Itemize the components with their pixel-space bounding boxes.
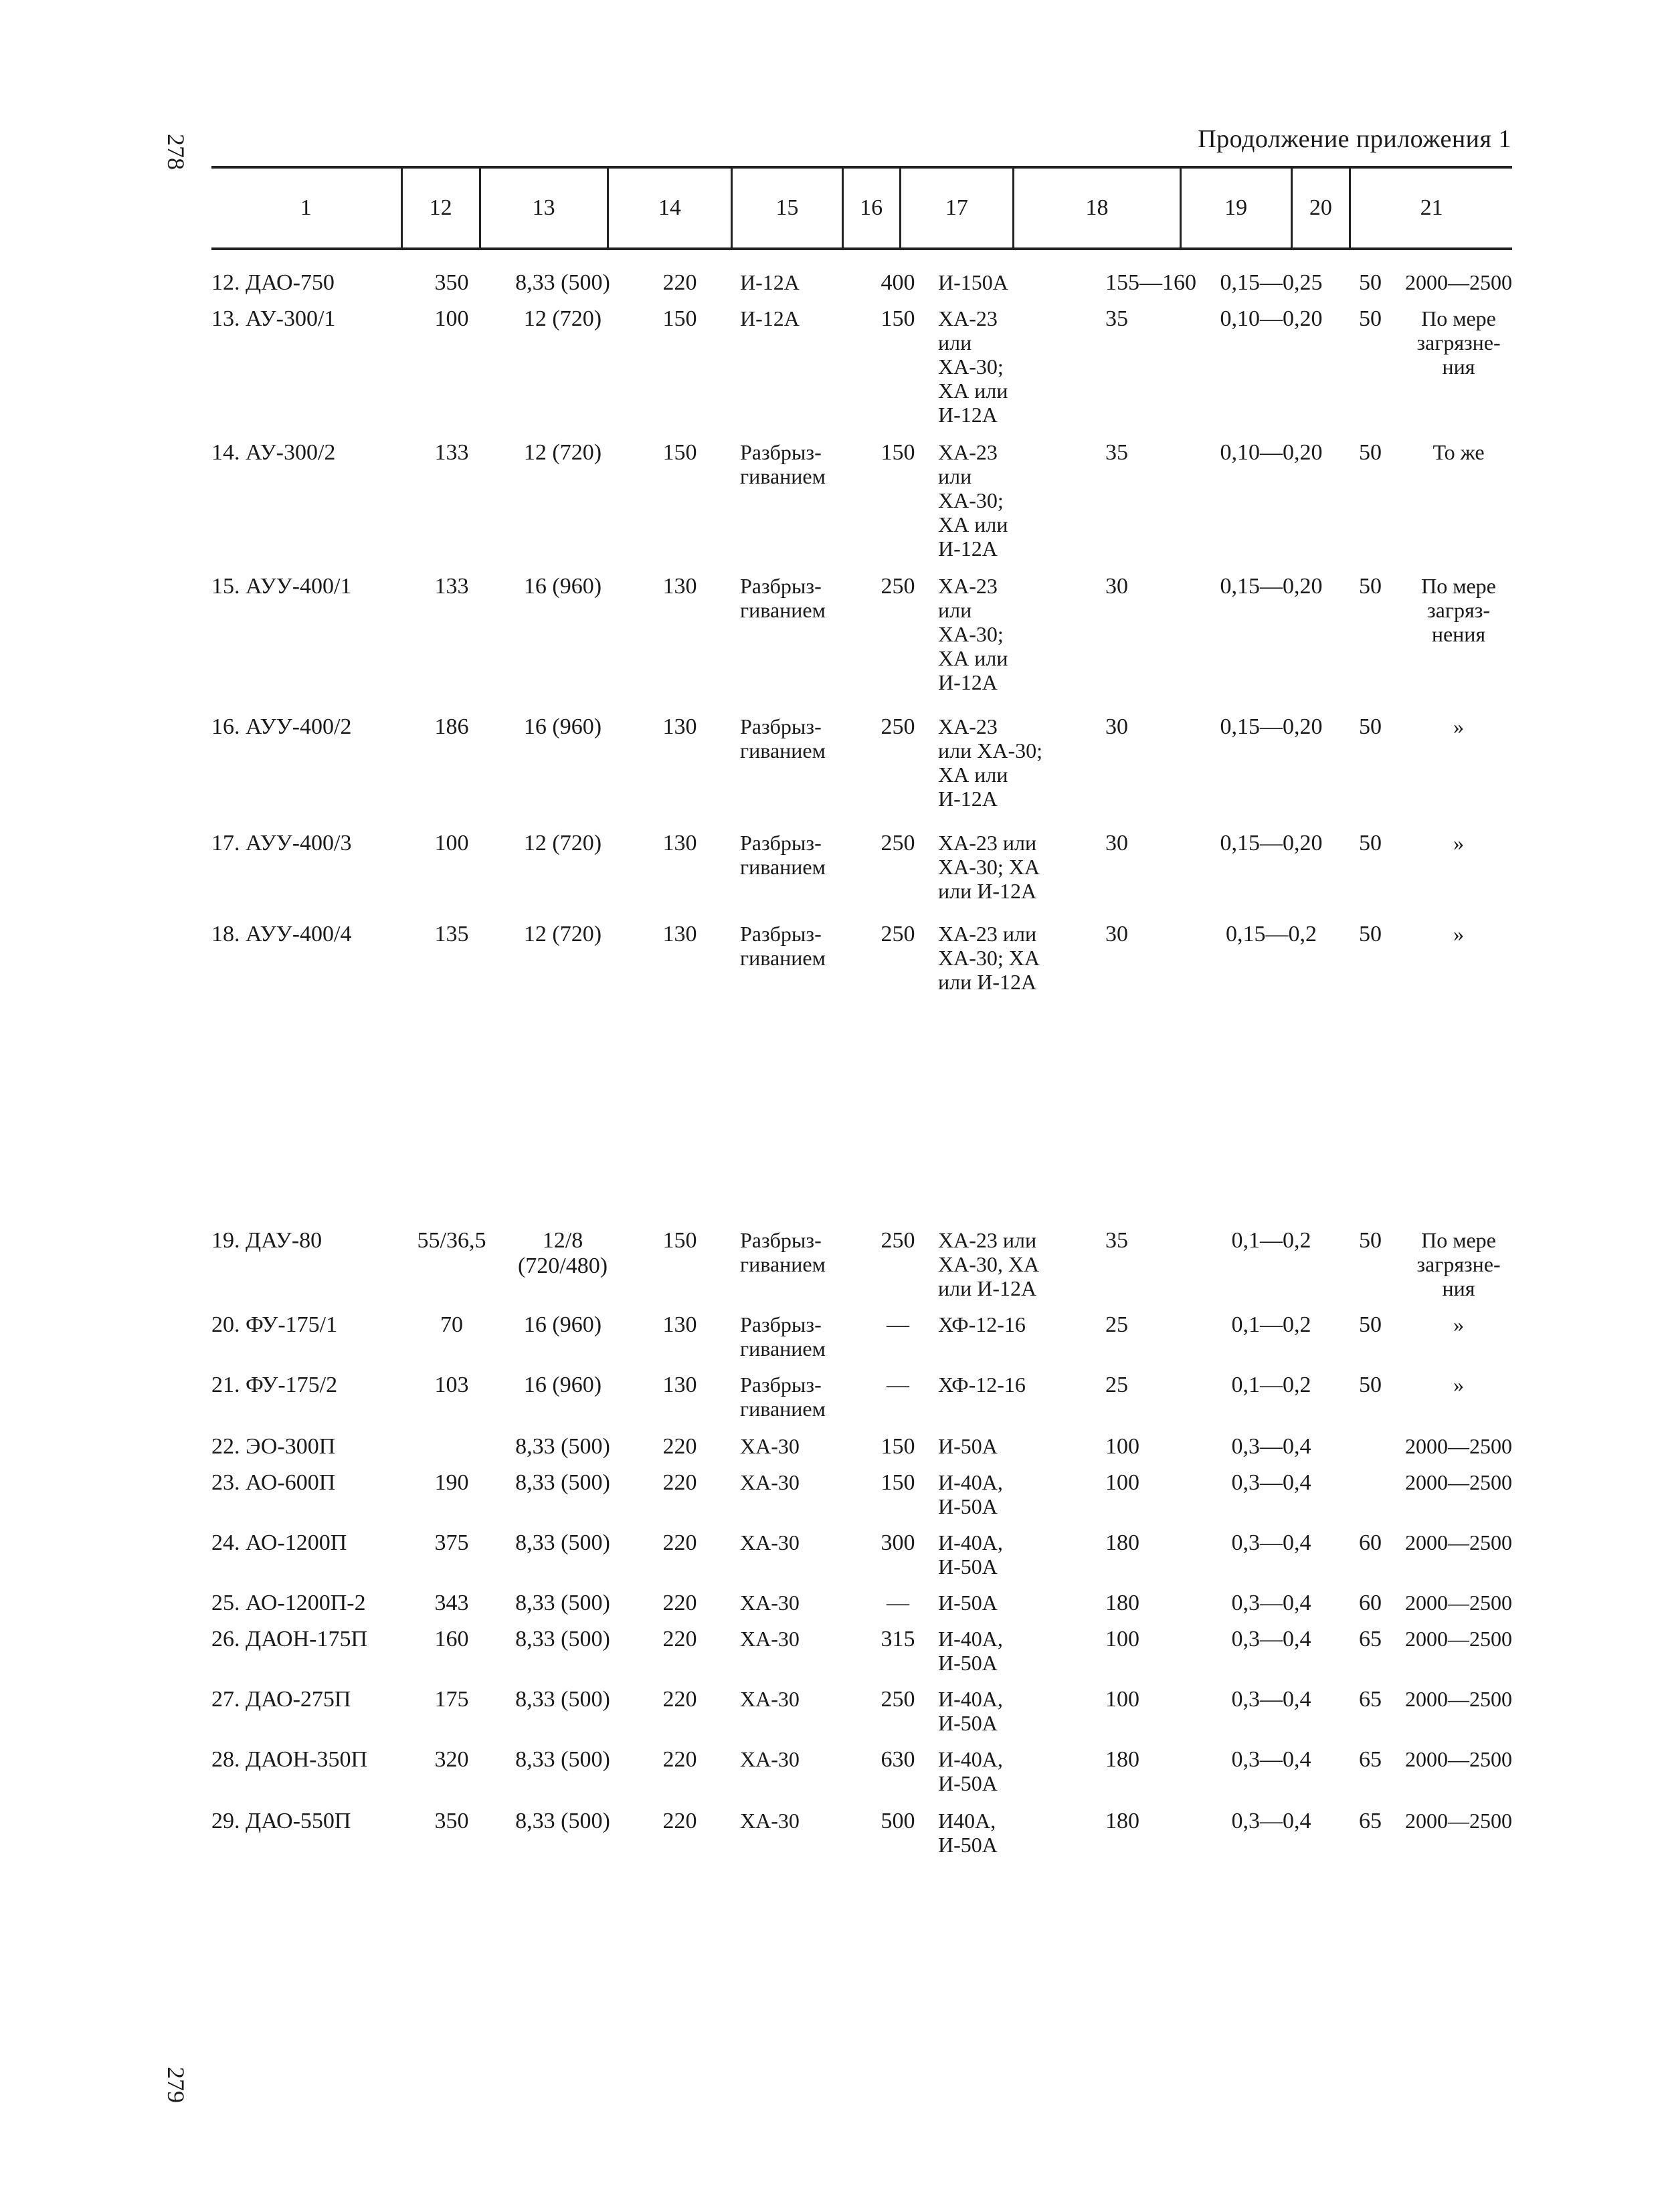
cell-col-16: 250 xyxy=(881,574,915,599)
cell-col-14: 130 xyxy=(662,831,697,856)
cell-col-16: 150 xyxy=(881,1470,915,1495)
cell-col-12: 320 xyxy=(434,1747,469,1772)
cell-col-21: 2000—2500 xyxy=(1405,1687,1512,1711)
cell-col-16: 500 xyxy=(881,1809,915,1833)
cell-col-16: 250 xyxy=(881,1228,915,1253)
page-number-top: 278 xyxy=(163,134,189,170)
cell-col-1: 14. АУ-300/2 xyxy=(211,440,336,465)
cell-col-12: 375 xyxy=(434,1530,469,1555)
cell-col-1: 16. АУУ-400/2 xyxy=(211,714,352,739)
cell-col-21: 2000—2500 xyxy=(1405,1627,1512,1651)
cell-col-20: 50 xyxy=(1359,714,1382,739)
cell-col-20: 65 xyxy=(1359,1747,1382,1772)
cell-col-16: 250 xyxy=(881,831,915,856)
cell-col-17: И-40А, И-50А xyxy=(938,1530,1003,1579)
cell-col-16: — xyxy=(887,1312,909,1337)
cell-col-18: 35 xyxy=(1105,440,1128,465)
cell-col-15: И-12А xyxy=(740,306,800,330)
cell-col-20: 50 xyxy=(1359,831,1382,856)
cell-col-14: 220 xyxy=(662,1627,697,1651)
cell-col-18: 35 xyxy=(1105,306,1128,331)
cell-col-15: ХА-30 xyxy=(740,1627,800,1651)
cell-col-19: 0,3—0,4 xyxy=(1231,1470,1311,1495)
cell-col-1: 24. АО-1200П xyxy=(211,1530,347,1555)
cell-col-13: 8,33 (500) xyxy=(515,1530,610,1555)
cell-col-20: 50 xyxy=(1359,1312,1382,1337)
cell-col-13: 8,33 (500) xyxy=(515,1434,610,1459)
cell-col-19: 0,3—0,4 xyxy=(1231,1627,1311,1651)
header-cell-14: 14 xyxy=(607,169,731,247)
cell-col-1: 23. АО-600П xyxy=(211,1470,336,1495)
cell-col-21: 2000—2500 xyxy=(1405,270,1512,294)
cell-col-18: 30 xyxy=(1105,714,1128,739)
cell-col-15: Разбрыз- гиванием xyxy=(740,1312,826,1361)
cell-col-13: 16 (960) xyxy=(523,714,602,739)
cell-col-21: По мере загряз- нения xyxy=(1421,574,1496,646)
cell-col-18: 180 xyxy=(1105,1530,1139,1555)
cell-col-15: Разбрыз- гиванием xyxy=(740,574,826,622)
cell-col-15: Разбрыз- гиванием xyxy=(740,1228,826,1276)
cell-col-16: 630 xyxy=(881,1747,915,1772)
cell-col-17: И-40А, И-50А xyxy=(938,1470,1003,1518)
cell-col-1: 19. ДАУ-80 xyxy=(211,1228,322,1253)
cell-col-12: 175 xyxy=(434,1687,469,1712)
cell-col-16: 300 xyxy=(881,1530,915,1555)
cell-col-19: 0,3—0,4 xyxy=(1231,1591,1311,1615)
cell-col-1: 29. ДАО-550П xyxy=(211,1809,351,1833)
cell-col-13: 8,33 (500) xyxy=(515,1747,610,1772)
cell-col-13: 8,33 (500) xyxy=(515,270,610,295)
cell-col-12: 186 xyxy=(434,714,469,739)
cell-col-12: 100 xyxy=(434,831,469,856)
cell-col-16: 250 xyxy=(881,1687,915,1712)
cell-col-16: 150 xyxy=(881,1434,915,1459)
cell-col-1: 22. ЭО-300П xyxy=(211,1434,336,1459)
cell-col-12: 160 xyxy=(434,1627,469,1651)
cell-col-17: ХА-23 или ХА-30; ХА или И-12А xyxy=(938,831,1040,903)
cell-col-13: 12 (720) xyxy=(523,831,602,856)
cell-col-12: 190 xyxy=(434,1470,469,1495)
cell-col-14: 130 xyxy=(662,714,697,739)
cell-col-21: 2000—2500 xyxy=(1405,1530,1512,1554)
cell-col-17: ХФ-12-16 xyxy=(938,1373,1026,1397)
cell-col-14: 220 xyxy=(662,1434,697,1459)
cell-col-14: 220 xyxy=(662,1747,697,1772)
cell-col-20: 50 xyxy=(1359,1373,1382,1397)
cell-col-13: 8,33 (500) xyxy=(515,1687,610,1712)
cell-col-17: И-40А, И-50А xyxy=(938,1747,1003,1795)
cell-col-15: Разбрыз- гиванием xyxy=(740,714,826,763)
cell-col-17: И40А, И-50А xyxy=(938,1809,998,1857)
cell-col-21: По мере загрязне- ния xyxy=(1416,1228,1501,1300)
cell-col-13: 16 (960) xyxy=(523,1312,602,1337)
cell-col-14: 220 xyxy=(662,270,697,295)
cell-col-18: 180 xyxy=(1105,1591,1139,1615)
cell-col-1: 18. АУУ-400/4 xyxy=(211,922,352,946)
cell-col-16: 250 xyxy=(881,922,915,946)
cell-col-14: 130 xyxy=(662,922,697,946)
cell-col-15: Разбрыз- гиванием xyxy=(740,831,826,879)
cell-col-18: 25 xyxy=(1105,1312,1128,1337)
cell-col-15: ХА-30 xyxy=(740,1470,800,1494)
cell-col-15: Разбрыз- гиванием xyxy=(740,1373,826,1421)
cell-col-12: 55/36,5 xyxy=(417,1228,486,1253)
cell-col-14: 150 xyxy=(662,440,697,465)
header-cell-19: 19 xyxy=(1180,169,1291,247)
page-number-bottom: 279 xyxy=(163,2067,189,2103)
cell-col-21: » xyxy=(1453,922,1464,946)
cell-col-17: ХА-23 или ХА-30, ХА или И-12А xyxy=(938,1228,1040,1300)
cell-col-20: 50 xyxy=(1359,922,1382,946)
cell-col-18: 30 xyxy=(1105,922,1128,946)
table-header xyxy=(211,166,1512,250)
cell-col-15: Разбрыз- гиванием xyxy=(740,922,826,970)
cell-col-14: 220 xyxy=(662,1530,697,1555)
cell-col-18: 35 xyxy=(1105,1228,1128,1253)
cell-col-14: 130 xyxy=(662,574,697,599)
cell-col-19: 0,3—0,4 xyxy=(1231,1747,1311,1772)
cell-col-19: 0,10—0,20 xyxy=(1220,306,1323,331)
cell-col-18: 180 xyxy=(1105,1809,1139,1833)
cell-col-1: 25. АО-1200П-2 xyxy=(211,1591,366,1615)
cell-col-21: » xyxy=(1453,1312,1464,1336)
cell-col-20: 50 xyxy=(1359,270,1382,295)
header-cell-20: 20 xyxy=(1291,169,1350,247)
cell-col-12: 350 xyxy=(434,270,469,295)
cell-col-15: И-12А xyxy=(740,270,800,294)
cell-col-17: ХА-23 или ХА-30; ХА или И-12А xyxy=(938,440,1008,561)
cell-col-13: 8,33 (500) xyxy=(515,1470,610,1495)
cell-col-21: » xyxy=(1453,714,1464,738)
cell-col-13: 12 (720) xyxy=(523,922,602,946)
cell-col-12: 133 xyxy=(434,574,469,599)
header-cell-15: 15 xyxy=(731,169,842,247)
cell-col-14: 220 xyxy=(662,1470,697,1495)
cell-col-19: 0,3—0,4 xyxy=(1231,1530,1311,1555)
cell-col-14: 130 xyxy=(662,1312,697,1337)
cell-col-20: 65 xyxy=(1359,1687,1382,1712)
cell-col-21: 2000—2500 xyxy=(1405,1809,1512,1833)
cell-col-1: 21. ФУ-175/2 xyxy=(211,1373,338,1397)
cell-col-21: » xyxy=(1453,831,1464,855)
cell-col-13: 8,33 (500) xyxy=(515,1591,610,1615)
cell-col-14: 220 xyxy=(662,1687,697,1712)
cell-col-14: 220 xyxy=(662,1809,697,1833)
cell-col-13: 8,33 (500) xyxy=(515,1627,610,1651)
cell-col-13: 16 (960) xyxy=(523,1373,602,1397)
cell-col-17: ХА-23 или ХА-30; ХА или И-12А xyxy=(938,574,1008,694)
header-cell-17: 17 xyxy=(899,169,1013,247)
cell-col-21: 2000—2500 xyxy=(1405,1747,1512,1771)
cell-col-18: 100 xyxy=(1105,1627,1139,1651)
cell-col-17: И-150А xyxy=(938,270,1008,294)
cell-col-19: 0,1—0,2 xyxy=(1231,1312,1311,1337)
header-cell-12: 12 xyxy=(401,169,479,247)
header-cell-21: 21 xyxy=(1349,169,1512,247)
cell-col-12: 343 xyxy=(434,1591,469,1615)
cell-col-12: 100 xyxy=(434,306,469,331)
cell-col-20: 60 xyxy=(1359,1530,1382,1555)
cell-col-21: 2000—2500 xyxy=(1405,1434,1512,1458)
cell-col-19: 0,15—0,20 xyxy=(1220,831,1323,856)
cell-col-14: 220 xyxy=(662,1591,697,1615)
cell-col-14: 150 xyxy=(662,306,697,331)
cell-col-16: — xyxy=(887,1591,909,1615)
cell-col-19: 0,15—0,20 xyxy=(1220,574,1323,599)
cell-col-1: 12. ДАО-750 xyxy=(211,270,335,295)
cell-col-17: ХА-23 или ХА-30; ХА или И-12А xyxy=(938,306,1008,427)
cell-col-20: 50 xyxy=(1359,440,1382,465)
cell-col-12: 103 xyxy=(434,1373,469,1397)
cell-col-13: 8,33 (500) xyxy=(515,1809,610,1833)
cell-col-20: 50 xyxy=(1359,1228,1382,1253)
header-cell-16: 16 xyxy=(842,169,899,247)
cell-col-1: 20. ФУ-175/1 xyxy=(211,1312,338,1337)
cell-col-21: » xyxy=(1453,1373,1464,1397)
cell-col-20: 50 xyxy=(1359,574,1382,599)
cell-col-17: И-50А xyxy=(938,1434,998,1458)
cell-col-15: ХА-30 xyxy=(740,1809,800,1833)
cell-col-17: ХА-23 или ХА-30; ХА или И-12А xyxy=(938,714,1042,811)
cell-col-12: 350 xyxy=(434,1809,469,1833)
cell-col-16: 250 xyxy=(881,714,915,739)
cell-col-17: И-50А xyxy=(938,1591,998,1615)
cell-col-18: 100 xyxy=(1105,1687,1139,1712)
cell-col-17: И-40А, И-50А xyxy=(938,1687,1003,1735)
cell-col-21: То же xyxy=(1433,440,1485,464)
cell-col-18: 100 xyxy=(1105,1470,1139,1495)
cell-col-19: 0,1—0,2 xyxy=(1231,1228,1311,1253)
cell-col-16: 315 xyxy=(881,1627,915,1651)
cell-col-1: 17. АУУ-400/3 xyxy=(211,831,352,856)
cell-col-18: 30 xyxy=(1105,831,1128,856)
cell-col-19: 0,15—0,20 xyxy=(1220,714,1323,739)
cell-col-20: 60 xyxy=(1359,1591,1382,1615)
cell-col-19: 0,15—0,25 xyxy=(1220,270,1323,295)
header-cell-18: 18 xyxy=(1012,169,1180,247)
cell-col-14: 130 xyxy=(662,1373,697,1397)
cell-col-17: ХА-23 или ХА-30; ХА или И-12А xyxy=(938,922,1040,994)
cell-col-12: 135 xyxy=(434,922,469,946)
cell-col-18: 100 xyxy=(1105,1434,1139,1459)
cell-col-15: Разбрыз- гиванием xyxy=(740,440,826,488)
cell-col-21: 2000—2500 xyxy=(1405,1470,1512,1494)
cell-col-1: 27. ДАО-275П xyxy=(211,1687,351,1712)
table-caption: Продолжение приложения 1 xyxy=(1198,125,1511,153)
cell-col-20: 65 xyxy=(1359,1809,1382,1833)
header-cell-1: 1 xyxy=(300,195,312,220)
cell-col-15: ХА-30 xyxy=(740,1747,800,1771)
cell-col-15: ХА-30 xyxy=(740,1591,800,1615)
cell-col-19: 0,3—0,4 xyxy=(1231,1434,1311,1459)
cell-col-17: И-40А, И-50А xyxy=(938,1627,1003,1675)
cell-col-16: 400 xyxy=(881,270,915,295)
cell-col-15: ХА-30 xyxy=(740,1434,800,1458)
cell-col-19: 0,3—0,4 xyxy=(1231,1687,1311,1712)
cell-col-21: 2000—2500 xyxy=(1405,1591,1512,1615)
cell-col-13: 12 (720) xyxy=(523,306,602,331)
cell-col-13: 16 (960) xyxy=(523,574,602,599)
cell-col-14: 150 xyxy=(662,1228,697,1253)
cell-col-1: 15. АУУ-400/1 xyxy=(211,574,352,599)
cell-col-13: 12 (720) xyxy=(523,440,602,465)
header-cell-13: 13 xyxy=(479,169,607,247)
cell-col-16: 150 xyxy=(881,306,915,331)
cell-col-1: 28. ДАОН-350П xyxy=(211,1747,368,1772)
cell-col-19: 0,3—0,4 xyxy=(1231,1809,1311,1833)
cell-col-15: ХА-30 xyxy=(740,1687,800,1711)
cell-col-1: 26. ДАОН-175П xyxy=(211,1627,368,1651)
cell-col-1: 13. АУ-300/1 xyxy=(211,306,336,331)
cell-col-19: 0,1—0,2 xyxy=(1231,1373,1311,1397)
cell-col-18: 155—160 xyxy=(1105,270,1196,295)
cell-col-13: 12/8 (720/480) xyxy=(517,1228,608,1278)
cell-col-16: 150 xyxy=(881,440,915,465)
cell-col-18: 180 xyxy=(1105,1747,1139,1772)
cell-col-19: 0,15—0,2 xyxy=(1226,922,1317,946)
cell-col-21: По мере загрязне- ния xyxy=(1416,306,1501,379)
cell-col-12: 133 xyxy=(434,440,469,465)
cell-col-20: 50 xyxy=(1359,306,1382,331)
cell-col-20: 65 xyxy=(1359,1627,1382,1651)
cell-col-16: — xyxy=(887,1373,909,1397)
cell-col-18: 25 xyxy=(1105,1373,1128,1397)
cell-col-15: ХА-30 xyxy=(740,1530,800,1554)
cell-col-17: ХФ-12-16 xyxy=(938,1312,1026,1336)
cell-col-19: 0,10—0,20 xyxy=(1220,440,1323,465)
cell-col-12: 70 xyxy=(440,1312,463,1337)
cell-col-18: 30 xyxy=(1105,574,1128,599)
